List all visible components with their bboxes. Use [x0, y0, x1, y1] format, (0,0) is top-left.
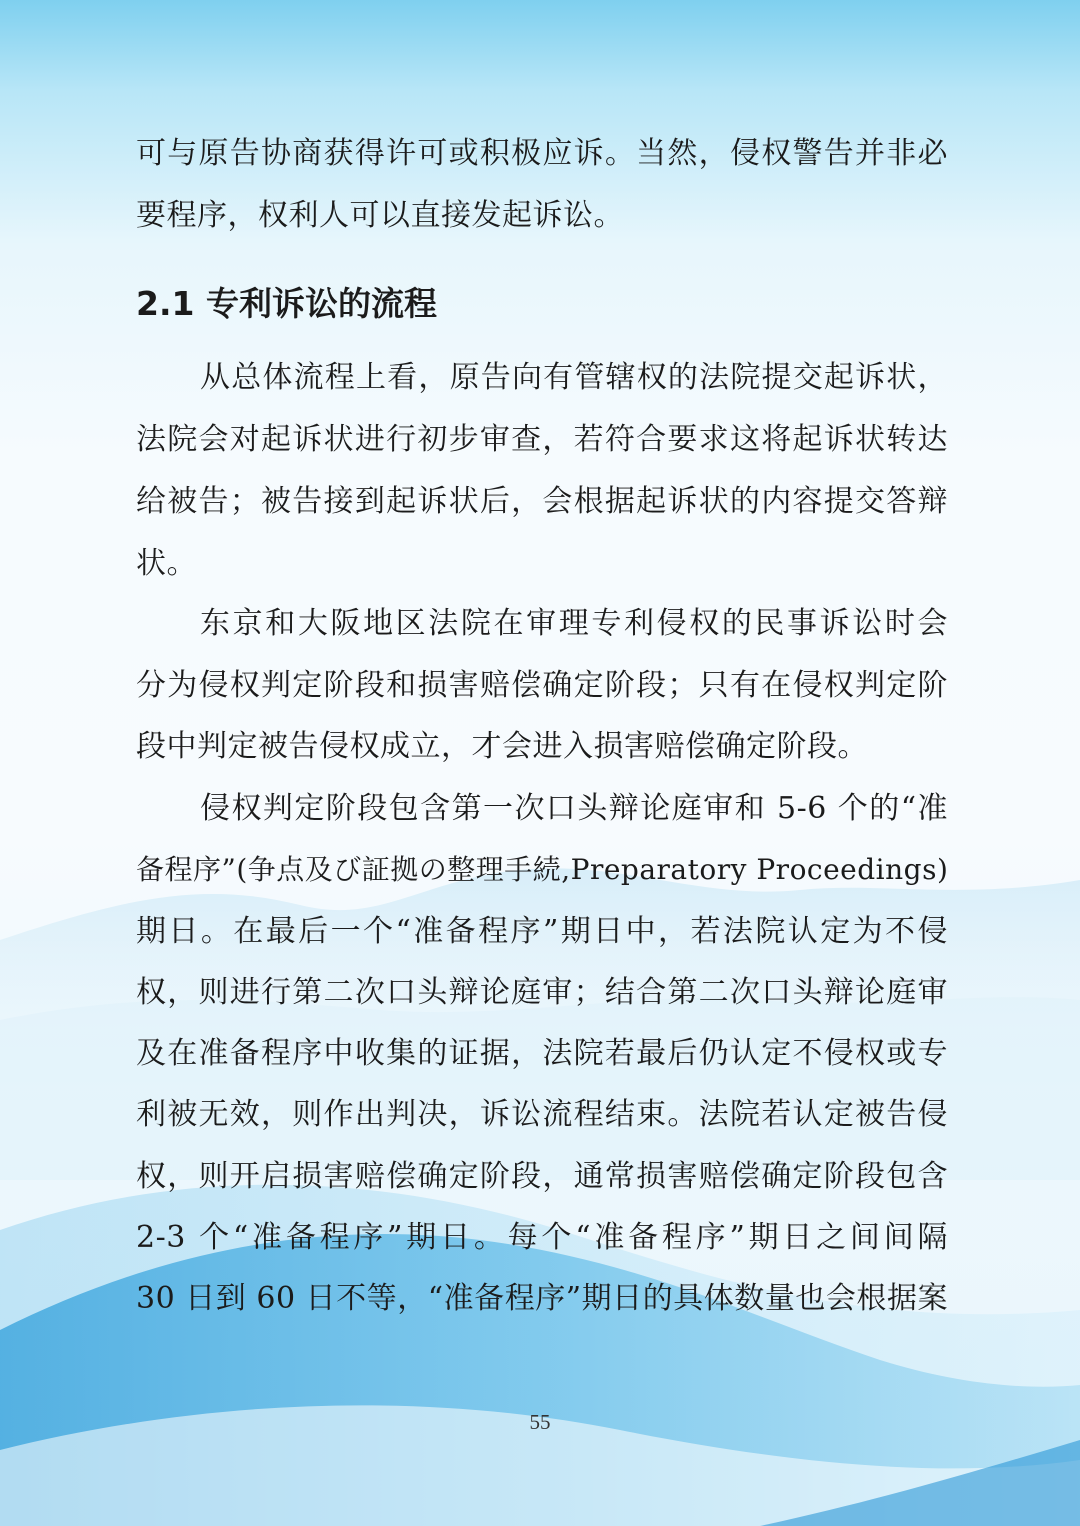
- text-line: 分为侵权判定阶段和损害赔偿确定阶段；只有在侵权判定阶: [136, 668, 948, 703]
- section-heading: 2.1 专利诉讼的流程: [136, 284, 437, 323]
- text-line: 30 日到 60 日不等，“准备程序”期日的具体数量也会根据案: [136, 1281, 948, 1316]
- text-line: 段中判定被告侵权成立，才会进入损害赔偿确定阶段。: [136, 729, 868, 764]
- text-line: 给被告；被告接到起诉状后，会根据起诉状的内容提交答辩: [136, 484, 948, 519]
- text-line: 东京和大阪地区法院在审理专利侵权的民事诉讼时会: [200, 606, 948, 641]
- text-line: 状。: [136, 546, 197, 581]
- page-number: 55: [529, 1410, 551, 1434]
- text-line: 可与原告协商获得许可或积极应诉。当然，侵权警告并非必: [136, 136, 948, 171]
- text-line: 2-3 个“准备程序”期日。每个“准备程序”期日之间间隔: [136, 1220, 948, 1255]
- text-line: 法院会对起诉状进行初步审查，若符合要求这将起诉状转达: [136, 422, 948, 457]
- text-line: 要程序，权利人可以直接发起诉讼。: [136, 198, 624, 233]
- text-line: 及在准备程序中收集的证据，法院若最后仍认定不侵权或专: [136, 1036, 948, 1071]
- text-line: 利被无效，则作出判决，诉讼流程结束。法院若认定被告侵: [136, 1097, 948, 1132]
- text-line: 侵权判定阶段包含第一次口头辩论庭审和 5-6 个的“准: [200, 791, 948, 826]
- text-line: 备程序”(争点及び証拠の整理手続,Preparatory Proceedings): [136, 853, 948, 886]
- text-line: 权，则开启损害赔偿确定阶段，通常损害赔偿确定阶段包含: [136, 1159, 948, 1194]
- text-line: 期日。在最后一个“准备程序”期日中，若法院认定为不侵: [136, 914, 948, 949]
- text-line: 权，则进行第二次口头辩论庭审；结合第二次口头辩论庭审: [136, 975, 948, 1010]
- text-line: 从总体流程上看，原告向有管辖权的法院提交起诉状，: [200, 360, 948, 395]
